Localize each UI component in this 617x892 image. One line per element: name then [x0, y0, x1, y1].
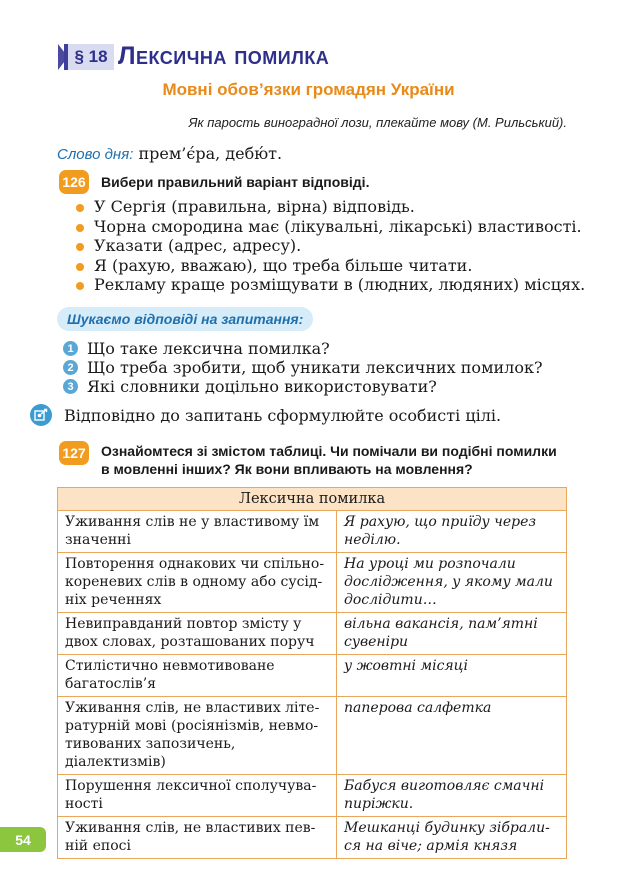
word-of-day-label: Слово дня: [57, 146, 134, 163]
table-row [58, 697, 567, 775]
word-of-day-words: прем’є́ра, дебю́т. [138, 144, 283, 163]
goal-icon [30, 404, 52, 426]
page-number: 54 [0, 827, 46, 852]
exercise-127-line: в мовленні інших? Як вони впливають на мовлення? [101, 461, 473, 477]
list-item: Я (рахую, вважаю), що треба більше читати. [80, 256, 585, 276]
example-cell: у жовтні місяці [337, 655, 567, 697]
questions-label: Шукаємо відповіді на запитання: [57, 307, 313, 331]
question-number: 2 [63, 360, 78, 375]
exercise-126-instruction: Вибери правильний варіант відповіді. [101, 174, 370, 190]
question-item [63, 339, 543, 358]
question-item [63, 377, 543, 396]
table-row [58, 775, 567, 817]
exercise-127-line: Ознайомтеся зі змістом таблиці. Чи помічали ви подібні помилки [101, 443, 557, 459]
questions-list [63, 339, 543, 396]
epigraph: Як парость виноградної лози, плекайте мову (М. Рильський). [188, 115, 567, 130]
list-item: У Сергія (правильна, вірна) відповідь. [80, 197, 585, 217]
table-row [58, 553, 567, 613]
exercise-number-127: 127 [59, 441, 89, 465]
exercise-127-instruction [101, 442, 557, 478]
paragraph-number: § 18 [64, 44, 114, 70]
example-cell: вільна вакансія, пам’ятні сувеніри [337, 613, 567, 655]
example-cell: паперова салфетка [337, 697, 567, 775]
question-text: Які словники доцільно використовувати? [87, 377, 437, 396]
example-cell: Мешканці будинку зібралися на віче; армія князя [337, 817, 567, 859]
goal-text: Відповідно до запитань сформулюйте особисті цілі. [64, 406, 502, 425]
error-type-cell: Повторення однакових чи спільнокореневих слів в одному або сусідніх реченнях [58, 553, 337, 613]
error-type-cell: Уживання слів, не властивих літературній мові (росіянізмів, невмотивованих запозичень, діалектизмів) [58, 697, 337, 775]
table-row [58, 613, 567, 655]
word-of-day [57, 144, 282, 163]
table-header: Лексична помилка [58, 488, 567, 511]
table-row [58, 511, 567, 553]
paragraph-badge [58, 44, 110, 70]
example-cell: На уроці ми розпочали дослідження, у якому мали дослідити… [337, 553, 567, 613]
question-number: 3 [63, 379, 78, 394]
table-row [58, 817, 567, 859]
error-type-cell: Стилістично невмотивоване багатослів’я [58, 655, 337, 697]
target-icon [34, 408, 48, 422]
list-item: Рекламу краще розміщувати в (людних, людяних) місцях. [80, 275, 585, 295]
error-type-cell: Уживання слів не у властивому їм значенні [58, 511, 337, 553]
lexical-errors-table [57, 487, 567, 859]
question-number: 1 [63, 341, 78, 356]
example-cell: Бабуся виготовляє смачні пиріжки. [337, 775, 567, 817]
list-item: Чорна смородина має (лікувальні, лікарські) властивості. [80, 217, 585, 237]
error-type-cell: Порушення лексичної сполучуваності [58, 775, 337, 817]
question-text: Що треба зробити, щоб уникати лексичних помилок? [87, 358, 543, 377]
exercise-126-list [80, 197, 585, 295]
question-item [63, 358, 543, 377]
error-type-cell: Уживання слів, не властивих певній епосі [58, 817, 337, 859]
example-cell: Я рахую, що приїду через неділю. [337, 511, 567, 553]
question-text: Що таке лексична помилка? [87, 339, 330, 358]
page-title: Лексична помилка [118, 42, 330, 70]
list-item: Указати (адрес, адресу). [80, 236, 585, 256]
exercise-number-126: 126 [59, 170, 89, 194]
table-row [58, 655, 567, 697]
page-subtitle: Мовні обов’язки громадян України [162, 80, 455, 99]
error-type-cell: Невиправданий повтор змісту у двох словах, розташованих поруч [58, 613, 337, 655]
